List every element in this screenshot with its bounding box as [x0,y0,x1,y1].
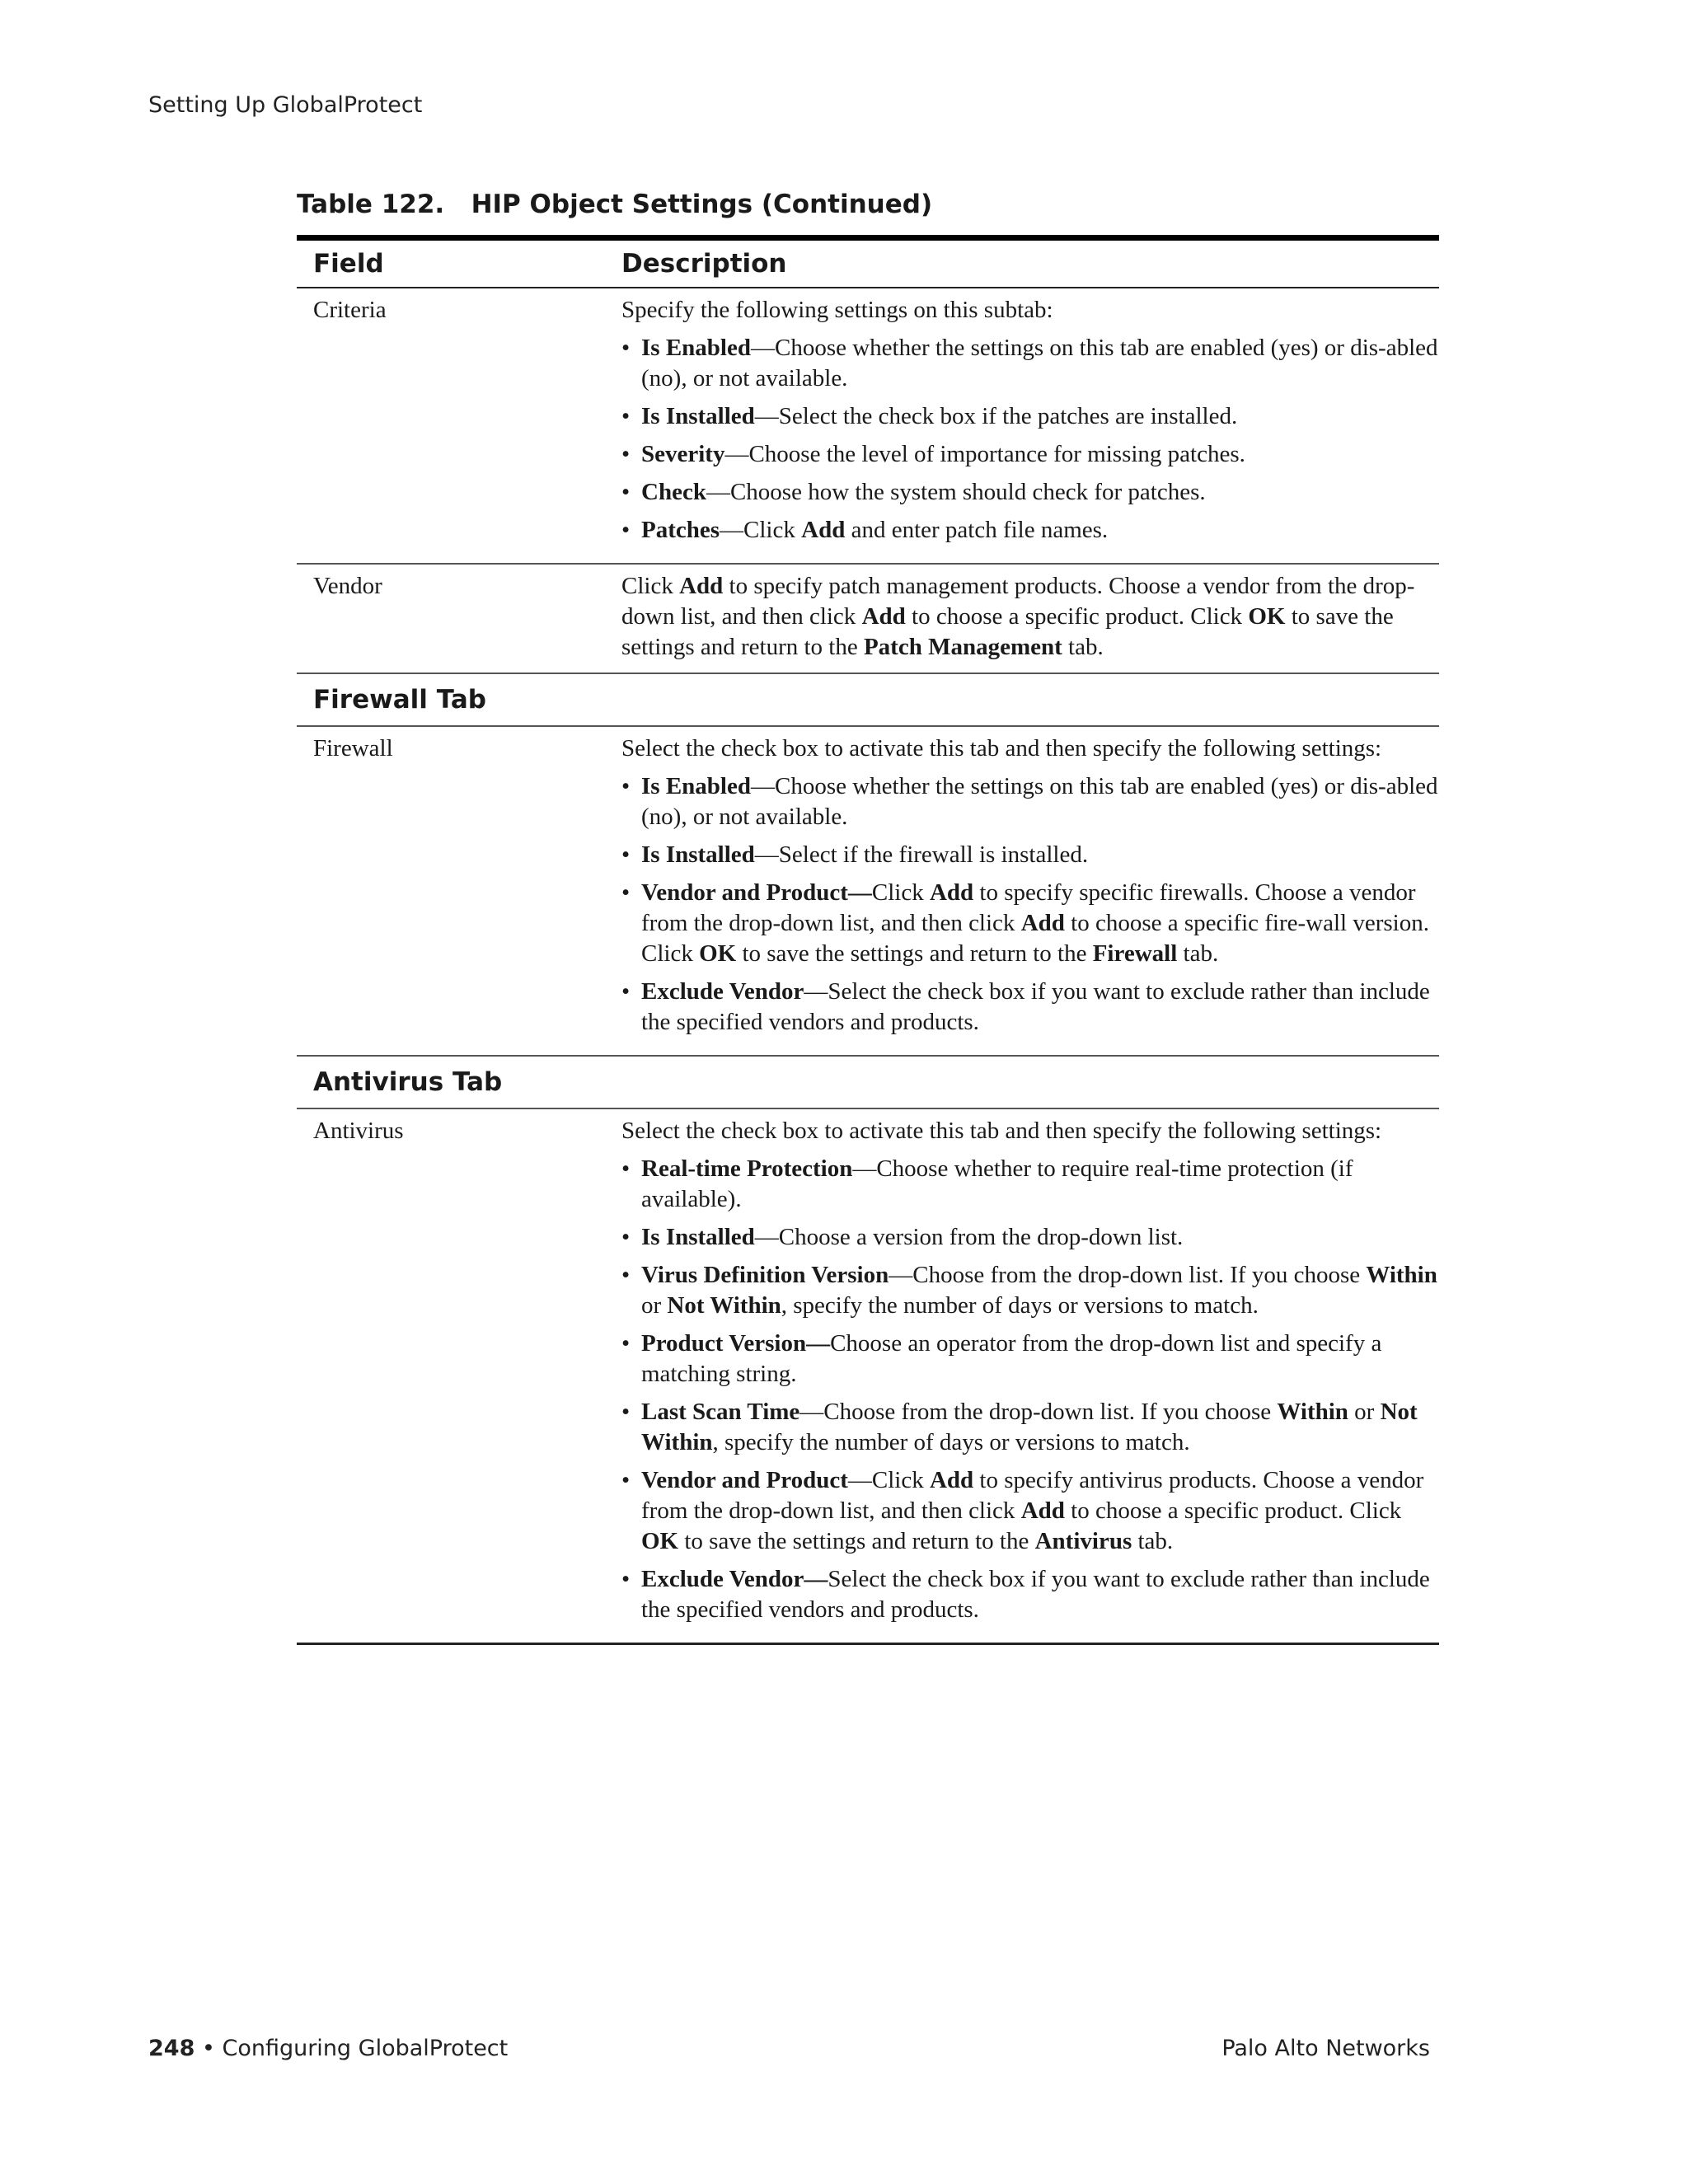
bold-term: Within [1277,1399,1348,1425]
text-run: to save the settings and return to the [736,940,1093,967]
bold-term: Add [801,517,846,543]
text-run: and enter patch file names. [845,517,1109,543]
description-intro: Specify the following settings on this subtab: [621,297,1053,323]
bold-term: Check [641,479,706,505]
text-run: —Choose whether the settings on this tab are enabled (yes) or dis-abled (no), or not available. [641,773,1438,830]
table-body [297,288,1439,1644]
column-header-description: Description [621,249,787,279]
field-cell: Criteria [313,297,387,323]
bullet-list [621,333,1439,546]
table-row-antivirus [297,1108,1439,1644]
text-run: —Select the check box if you want to exclude rather than include the specified vendors and products. [641,978,1430,1035]
bold-term: Not Within [667,1292,781,1319]
bold-term: Is Installed [641,841,755,868]
bold-term: Add [929,879,974,906]
bold-term: Virus Definition Version [641,1262,889,1288]
bold-term: OK [641,1528,679,1554]
text-run: to choose a specific product. Click [1064,1497,1402,1524]
bold-term: Not Within [641,1399,1418,1455]
bullet-item [621,1465,1439,1557]
bold-term: Firewall [1092,940,1178,967]
text-run: —Choose from the drop-down list. If you choose [799,1399,1278,1425]
bold-term: Exclude Vendor— [641,1566,828,1592]
bold-term: Exclude Vendor [641,978,804,1005]
bold-term: Add [929,1467,974,1493]
page-footer-left [148,2036,508,2061]
text-run: to specify antivirus products. Choose a vendor from the drop-down list, and then click [641,1467,1424,1524]
bold-term: Last Scan Time [641,1399,800,1425]
bold-term: Patches [641,517,720,543]
description-intro: Select the check box to activate this tab and then specify the following settings: [621,735,1382,762]
text-run: —Click [847,1467,930,1493]
section-title: Antivirus Tab [313,1066,503,1097]
bold-term: Is Enabled [641,773,751,799]
text-run: tab. [1132,1528,1174,1554]
chapter-title: Configuring GlobalProtect [222,2036,509,2061]
table-row-firewall [297,726,1439,1056]
bold-term: Is Installed [641,1224,755,1250]
field-cell: Antivirus [313,1118,404,1144]
section-title: Firewall Tab [313,684,486,715]
footer-separator: • [195,2036,223,2061]
bullet-item [621,439,1439,470]
description-cell [605,288,1439,564]
bullet-item [621,878,1439,969]
text-run: to choose a specific fire-wall version. Click [641,910,1429,967]
section-row-antivirus-tab [297,1056,1439,1108]
text-run: or [1348,1399,1381,1425]
bullet-item [621,1564,1439,1625]
bold-term: Add [1020,910,1065,936]
table-caption: Table 122. HIP Object Settings (Continued) [297,190,933,219]
text-run: , specify the number of days or versions to match. [781,1292,1259,1319]
bullet-item [621,1222,1439,1253]
bold-term: Vendor and Product— [641,879,872,906]
field-cell: Vendor [313,573,382,599]
text-run: Choose an operator from the drop-down list and specify a matching string. [641,1330,1382,1387]
text-run: —Select the check box if the patches are installed. [754,403,1238,429]
text-run: —Choose whether the settings on this tab are enabled (yes) or dis-abled (no), or not available. [641,335,1438,391]
text-run: tab. [1062,634,1104,660]
text-run: to save the settings and return to the [621,603,1394,660]
text-run: to specify patch management products. Choose a vendor from the drop-down list, and then click [621,573,1415,630]
text-run: —Choose how the system should check for patches. [706,479,1206,505]
bold-term: Add [1020,1497,1065,1524]
text-run: —Select if the firewall is installed. [754,841,1089,868]
bullet-item [621,333,1439,394]
bullet-item [621,977,1439,1038]
bullet-item [621,1329,1439,1390]
column-header-field: Field [313,249,384,279]
hip-object-settings-table [297,235,1439,1645]
bold-term: OK [699,940,737,967]
bold-term: Add [679,573,724,599]
field-cell: Firewall [313,735,393,762]
text-run: or [641,1292,668,1319]
bold-term: Real-time Protection [641,1155,853,1182]
text-run: to save the settings and return to the [678,1528,1035,1554]
bullet-item [621,515,1439,546]
bold-term: Product Version— [641,1330,831,1357]
bold-term: Within [1366,1262,1437,1288]
bold-term: Patch Management [863,634,1062,660]
table-row-criteria [297,288,1439,564]
description-cell [605,726,1439,1056]
bold-term: Vendor and Product [641,1467,848,1493]
bullet-item [621,1154,1439,1215]
bullet-item [621,840,1439,870]
bold-term: Is Installed [641,403,755,429]
bold-term: Severity [641,441,725,467]
page-number: 248 [148,2036,195,2061]
table-header-row [297,238,1439,288]
bullet-list [621,771,1439,1038]
bold-term: Is Enabled [641,335,751,361]
text-run: tab. [1177,940,1219,967]
text-run: —Choose a version from the drop-down list. [754,1224,1184,1250]
text-run: to specify specific firewalls. Choose a vendor from the drop-down list, and then click [641,879,1416,936]
description-cell [605,564,1439,673]
text-run: Select the check box if you want to exclude rather than include the specified vendors and products. [641,1566,1430,1623]
text-run: —Choose whether to require real-time protection (if available). [641,1155,1353,1212]
bold-term: OK [1248,603,1286,630]
description-cell [605,1108,1439,1644]
company-name: Palo Alto Networks [1221,2036,1430,2061]
bold-term: Add [861,603,906,630]
text-run: —Choose from the drop-down list. If you choose [889,1262,1367,1288]
text-run: —Click [720,517,802,543]
description-intro: Select the check box to activate this tab and then specify the following settings: [621,1118,1382,1144]
section-row-firewall-tab [297,673,1439,726]
bullet-list [621,1154,1439,1625]
description-paragraph [621,571,1439,663]
text-run: Click [621,573,680,599]
text-run: to choose a specific product. Click [905,603,1249,630]
running-header: Setting Up GlobalProtect [148,92,423,118]
bullet-item [621,477,1439,508]
bullet-item [621,401,1439,432]
table-row-vendor [297,564,1439,673]
bold-term: Antivirus [1034,1528,1132,1554]
text-run: , specify the number of days or versions to match. [712,1429,1190,1455]
bullet-item [621,1260,1439,1321]
text-run: Click [871,879,930,906]
text-run: —Choose the level of importance for missing patches. [724,441,1245,467]
bullet-item [621,771,1439,832]
bullet-item [621,1397,1439,1458]
